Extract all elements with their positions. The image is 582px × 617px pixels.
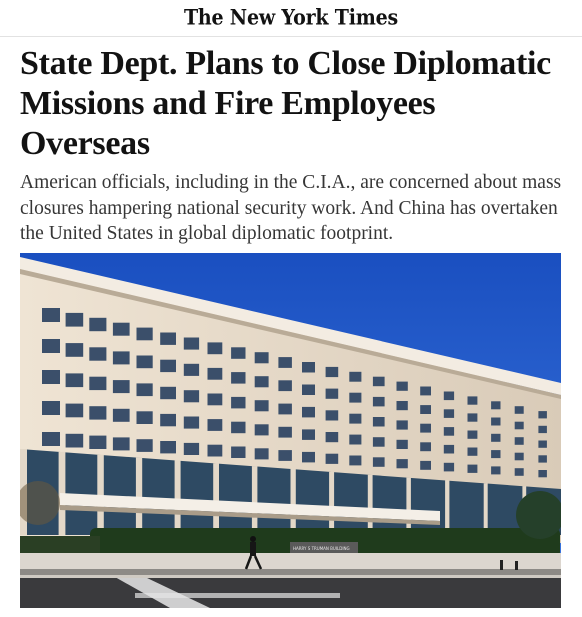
- building-window: [397, 440, 408, 449]
- building-window: [538, 426, 547, 433]
- building-window: [302, 385, 315, 396]
- building-window: [397, 459, 408, 468]
- building-window: [113, 351, 130, 364]
- building-window: [231, 372, 245, 384]
- building-window: [326, 389, 339, 399]
- building-window: [468, 465, 478, 473]
- building-window: [231, 447, 245, 459]
- building-pillar: [213, 463, 219, 535]
- building-window: [160, 333, 176, 345]
- building-window: [397, 420, 408, 429]
- building-window: [184, 390, 199, 402]
- building-window: [397, 401, 408, 410]
- building-window: [302, 407, 315, 418]
- building-window: [538, 411, 547, 418]
- building-window: [231, 347, 245, 359]
- building-window: [373, 397, 385, 407]
- building-window: [420, 442, 431, 451]
- building-window: [349, 372, 361, 382]
- building-window: [491, 401, 500, 409]
- building-pillar: [368, 475, 373, 535]
- building-window: [255, 448, 269, 459]
- building-window: [208, 368, 223, 380]
- building-window: [184, 364, 199, 376]
- building-pillar: [484, 483, 488, 535]
- building-window: [444, 427, 454, 436]
- building-window: [420, 387, 431, 396]
- building-window: [208, 394, 223, 406]
- building-window: [113, 380, 130, 393]
- building-window: [444, 409, 454, 418]
- building-window: [326, 367, 339, 377]
- building-window: [515, 437, 524, 445]
- building-window: [515, 468, 524, 476]
- building-window: [468, 448, 478, 456]
- building-window: [89, 377, 106, 390]
- building-window: [113, 437, 130, 450]
- building-window: [349, 435, 361, 445]
- building-window: [255, 424, 269, 435]
- building-window: [278, 357, 292, 368]
- building-window: [420, 405, 431, 414]
- building-window: [326, 410, 339, 420]
- building-window: [444, 463, 454, 472]
- building-window: [137, 328, 153, 341]
- building-pillar: [329, 472, 334, 535]
- building-window: [278, 404, 292, 415]
- building-window: [491, 434, 500, 442]
- building-window: [66, 343, 84, 357]
- building-window: [255, 400, 269, 411]
- building-window: [184, 443, 199, 455]
- building-window: [184, 417, 199, 429]
- building-window: [66, 434, 84, 448]
- building-window: [255, 352, 269, 363]
- article-photo: [20, 253, 561, 608]
- building-window: [468, 431, 478, 439]
- building-window: [184, 338, 199, 350]
- building-window: [373, 377, 385, 387]
- building-sign-text: HARRY S TRUMAN BUILDING: [293, 546, 350, 551]
- building-window: [113, 409, 130, 422]
- building-pillar: [406, 478, 411, 535]
- building-window: [66, 404, 84, 418]
- building-window: [444, 392, 454, 401]
- building-window: [113, 323, 130, 336]
- building-window: [326, 432, 339, 442]
- building-window: [255, 376, 269, 387]
- building-window: [515, 406, 524, 414]
- building-window: [326, 454, 339, 464]
- building-window: [302, 452, 315, 463]
- building-window: [231, 422, 245, 434]
- building-window: [160, 441, 176, 453]
- building-window: [515, 422, 524, 430]
- article-summary: American officials, including in the C.I.A., are concerned about mass closures hampering national security work. And China has overtaken the United States in global diplomatic footprint.: [20, 172, 562, 244]
- building-window: [89, 436, 106, 449]
- building-window: [42, 339, 60, 353]
- building-window: [160, 414, 176, 426]
- article-headline[interactable]: State Dept. Plans to Close Diplomatic Missions and Fire Employees Overseas: [20, 45, 551, 162]
- building-window: [373, 417, 385, 427]
- building-window: [302, 429, 315, 440]
- building-window: [42, 432, 60, 446]
- building-pillar: [136, 458, 142, 535]
- building-window: [491, 466, 500, 474]
- building-window: [420, 424, 431, 433]
- building-window: [302, 362, 315, 373]
- building-window: [538, 441, 547, 448]
- building-window: [538, 455, 547, 462]
- masthead: [0, 0, 582, 37]
- building-window: [349, 393, 361, 403]
- building-window: [160, 387, 176, 399]
- building-window: [278, 380, 292, 391]
- building-window: [420, 461, 431, 470]
- building-window: [137, 383, 153, 396]
- building-window: [468, 396, 478, 404]
- building-window: [66, 373, 84, 387]
- building-window: [231, 397, 245, 409]
- building-window: [468, 413, 478, 421]
- building-window: [278, 450, 292, 461]
- building-window: [208, 445, 223, 457]
- building-window: [137, 411, 153, 424]
- building-pillar: [175, 460, 181, 535]
- building-window: [89, 347, 106, 360]
- building-window: [89, 318, 106, 331]
- building-window: [89, 406, 106, 419]
- building-window: [208, 342, 223, 354]
- building-window: [397, 382, 408, 391]
- building-window: [444, 445, 454, 454]
- building-window: [42, 401, 60, 415]
- nyt-logo[interactable]: The New York Times: [183, 5, 399, 31]
- building-window: [278, 427, 292, 438]
- building-pillar: [291, 469, 296, 535]
- building-window: [538, 470, 547, 477]
- building-window: [160, 360, 176, 372]
- building-window: [373, 457, 385, 467]
- building-window: [137, 356, 153, 369]
- building-window: [66, 313, 84, 327]
- building-pillar: [445, 480, 449, 535]
- building-window: [208, 419, 223, 431]
- building-window: [491, 450, 500, 458]
- building-window: [491, 418, 500, 426]
- building-window: [137, 439, 153, 452]
- building-window: [349, 414, 361, 424]
- building-window: [42, 370, 60, 384]
- building-window: [349, 456, 361, 466]
- building-window: [373, 437, 385, 447]
- building-window: [42, 308, 60, 322]
- building-window: [515, 453, 524, 461]
- building-pillar: [252, 466, 258, 535]
